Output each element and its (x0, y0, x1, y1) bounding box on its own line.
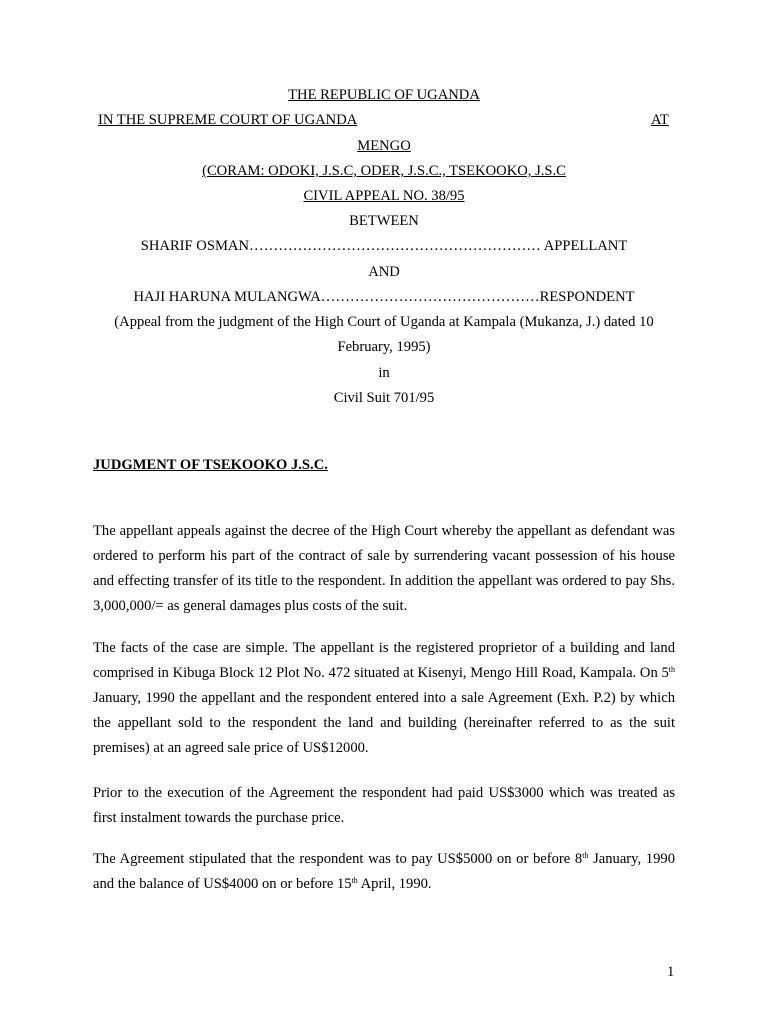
paragraph-3: Prior to the execution of the Agreement the respondent had paid US$3000 which was treated as first instalment towards the purchase price. (93, 785, 675, 826)
court-at: AT (651, 112, 669, 128)
appeal-from-line-1: (Appeal from the judgment of the High Court of Uganda at Kampala (Mukanza, J.) dated 10 (114, 314, 654, 330)
page-number: 1 (667, 964, 675, 980)
judgment-heading: JUDGMENT OF TSEKOOKO J.S.C. (93, 457, 328, 473)
civil-suit-line: Civil Suit 701/95 (333, 390, 435, 406)
and-label: AND (368, 264, 400, 280)
paragraph-2-text-a: The facts of the case are simple. The appellant is the registered proprietor of a building and land comprised in Kibuga Block 12 Plot No. 472 situated at Kisenyi, Mengo Hill Road, Kampala. On 5 (93, 640, 675, 681)
ordinal-suffix: th (668, 665, 675, 674)
court-location: MENGO (357, 138, 411, 154)
appellant-line: SHARIF OSMAN…………………………………………………… APPELLANT (140, 238, 628, 254)
paragraph-4 (93, 847, 675, 897)
appeal-number: CIVIL APPEAL NO. 38/95 (303, 188, 465, 204)
ordinal-suffix: th (351, 876, 358, 885)
paragraph-1: The appellant appeals against the decree of the High Court whereby the appellant as defendant was ordered to perform his part of the contract of sale by surrendering vacant possession of his house and effecting transfer of its title to the respondent. In addition the appellant was ordered to pay Shs. 3,000,000/= as general damages plus costs of the suit. (93, 523, 675, 614)
respondent-line: HAJI HARUNA MULANGWA………………………………………RESPONDENT (133, 289, 635, 305)
paragraph-4-text-a: The Agreement stipulated that the respondent was to pay US$5000 on or before 8 (93, 851, 583, 867)
court-title (98, 112, 658, 129)
paragraph-2-text-b: January, 1990 the appellant and the respondent entered into a sale Agreement (Exh. P.2) by which the appellant sold to the respondent the land and building (hereinafter referred to as the suit premises) at an agreed sale price of US$12000. (93, 690, 675, 756)
paragraph-4-text-c: April, 1990. (357, 876, 432, 892)
in-label: in (378, 365, 390, 381)
paragraph-4-text-b: January, 1990 and the balance of US$4000 on or before 15 (93, 851, 675, 892)
ordinal-suffix: th (582, 851, 589, 860)
between-label: BETWEEN (349, 213, 419, 229)
coram-line: (CORAM: ODOKI, J.S.C, ODER, J.S.C., TSEKOOKO, J.S.C (202, 163, 566, 179)
appeal-from-line-2: February, 1995) (337, 339, 431, 355)
paragraph-2 (93, 636, 675, 761)
court-name: IN THE SUPREME COURT OF UGANDA (98, 112, 358, 128)
republic-title: THE REPUBLIC OF UGANDA (288, 87, 480, 103)
